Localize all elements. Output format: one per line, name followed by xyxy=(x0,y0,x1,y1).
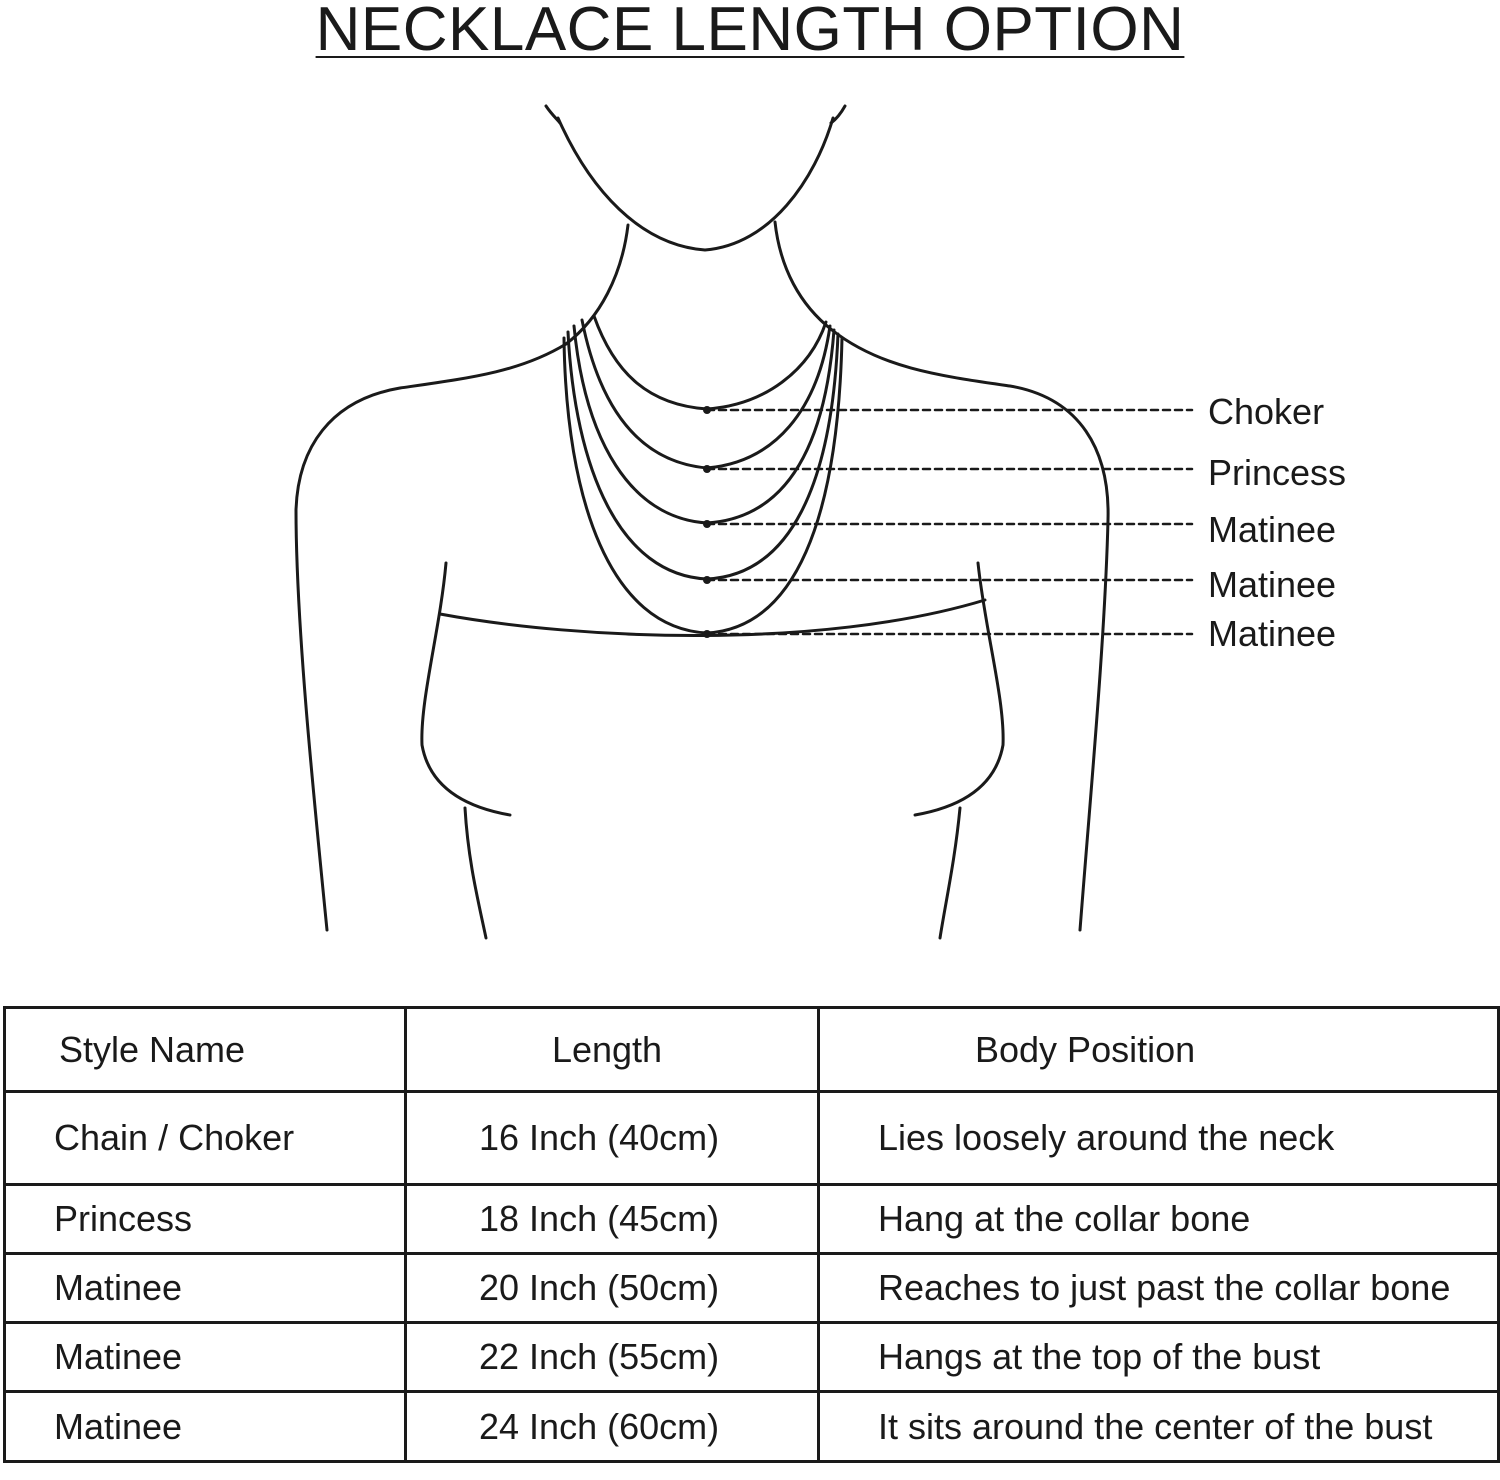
style-name-cell: Princess xyxy=(5,1185,406,1254)
table-row xyxy=(5,1092,1499,1185)
body-position-cell: Hang at the collar bone xyxy=(819,1185,1499,1254)
body-position-cell: Reaches to just past the collar bone xyxy=(819,1254,1499,1323)
table-row xyxy=(5,1392,1499,1462)
style-name-cell: Matinee xyxy=(5,1323,406,1392)
length-cell: 24 Inch (60cm) xyxy=(406,1392,819,1462)
table-header-row xyxy=(5,1008,1499,1092)
body-position-cell: Lies loosely around the neck xyxy=(819,1092,1499,1185)
body-position-cell: Hangs at the top of the bust xyxy=(819,1323,1499,1392)
header-style-name: Style Name xyxy=(5,1008,406,1092)
style-name-cell: Matinee xyxy=(5,1392,406,1462)
label-princess: Princess xyxy=(1208,452,1347,493)
length-cell: 20 Inch (50cm) xyxy=(406,1254,819,1323)
length-table xyxy=(3,1006,1500,1463)
label-matinee-20: Matinee xyxy=(1208,509,1337,550)
length-cell: 18 Inch (45cm) xyxy=(406,1185,819,1254)
label-matinee-24: Matinee xyxy=(1208,613,1337,654)
page-title: NECKLACE LENGTH OPTION xyxy=(315,0,1185,64)
leader-lines xyxy=(707,410,1192,634)
length-cell: 22 Inch (55cm) xyxy=(406,1323,819,1392)
length-cell: 16 Inch (40cm) xyxy=(406,1092,819,1185)
necklace-chains xyxy=(564,316,842,633)
label-matinee-22: Matinee xyxy=(1208,564,1337,605)
pendant-dots xyxy=(703,406,711,638)
header-body-position: Body Position xyxy=(819,1008,1499,1092)
header-length: Length xyxy=(406,1008,819,1092)
body-position-cell: It sits around the center of the bust xyxy=(819,1392,1499,1462)
style-name-cell: Chain / Choker xyxy=(5,1092,406,1185)
style-name-cell: Matinee xyxy=(5,1254,406,1323)
table-row xyxy=(5,1254,1499,1323)
table-row xyxy=(5,1185,1499,1254)
table-row xyxy=(5,1323,1499,1392)
label-choker: Choker xyxy=(1208,391,1325,432)
